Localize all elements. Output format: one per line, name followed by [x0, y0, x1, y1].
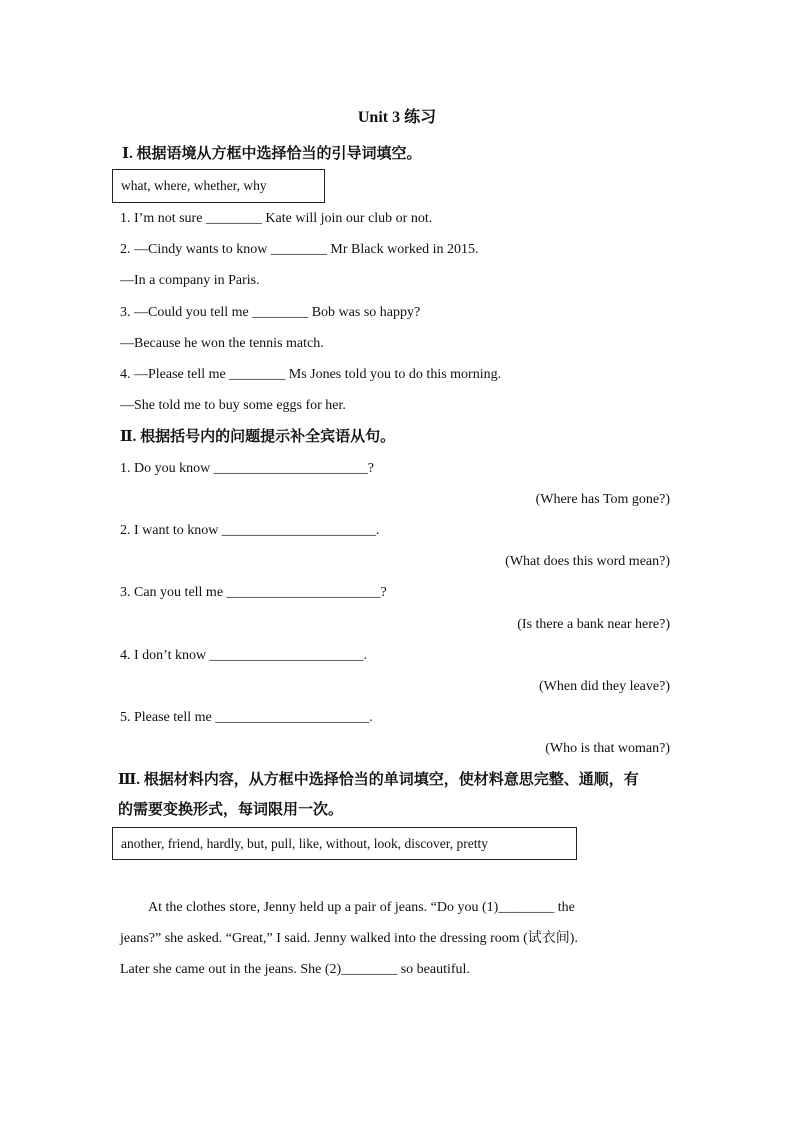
section2-question-5: 5. Please tell me ______________________. — [120, 710, 373, 725]
section2-hint-3: (Is there a bank near here?) — [517, 617, 670, 632]
section1-line-3: —In a company in Paris. — [120, 273, 260, 288]
section1-line-2: 2. —Cindy wants to know ________ Mr Black worked in 2015. — [120, 242, 479, 257]
passage-line-3: Later she came out in the jeans. She (2)________ so beautiful. — [120, 962, 470, 977]
section2-question-2: 2. I want to know ______________________. — [120, 523, 380, 538]
section2-hint-1: (Where has Tom gone?) — [535, 492, 670, 507]
section3-heading-line2: 的需要变换形式，每词限用一次。 — [118, 802, 344, 818]
section1-line-4: 3. —Could you tell me ________ Bob was so happy? — [120, 305, 421, 320]
section1-line-5: —Because he won the tennis match. — [120, 336, 324, 351]
section1-heading: Ⅰ. 根据语境从方框中选择恰当的引导词填空。 — [122, 146, 422, 162]
section2-heading: Ⅱ. 根据括号内的问题提示补全宾语从句。 — [120, 429, 396, 445]
section1-line-1: 1. I’m not sure ________ Kate will join our club or not. — [120, 211, 433, 226]
section3-word-box: another, friend, hardly, but, pull, like, without, look, discover, pretty — [112, 827, 577, 860]
section1-line-7: —She told me to buy some eggs for her. — [120, 398, 346, 413]
section2-question-4: 4. I don’t know ______________________. — [120, 648, 368, 663]
section2-question-1: 1. Do you know ______________________? — [120, 461, 374, 476]
page-title: Unit 3 练习 — [357, 109, 437, 126]
passage-line-1: At the clothes store, Jenny held up a pair of jeans. “Do you (1)________ the — [148, 900, 575, 915]
section2-hint-5: (Who is that woman?) — [545, 741, 670, 756]
section1-line-6: 4. —Please tell me ________ Ms Jones told you to do this morning. — [120, 367, 502, 382]
section2-hint-2: (What does this word mean?) — [505, 554, 670, 569]
section1-word-box: what, where, whether, why — [112, 169, 325, 203]
section3-heading-line1: Ⅲ. 根据材料内容，从方框中选择恰当的单词填空，使材料意思完整、通顺，有 — [118, 772, 639, 788]
section2-hint-4: (When did they leave?) — [539, 679, 670, 694]
passage-line-2: jeans?” she asked. “Great,” I said. Jenny walked into the dressing room (试衣间). — [120, 931, 578, 946]
section2-question-3: 3. Can you tell me ______________________? — [120, 585, 387, 600]
